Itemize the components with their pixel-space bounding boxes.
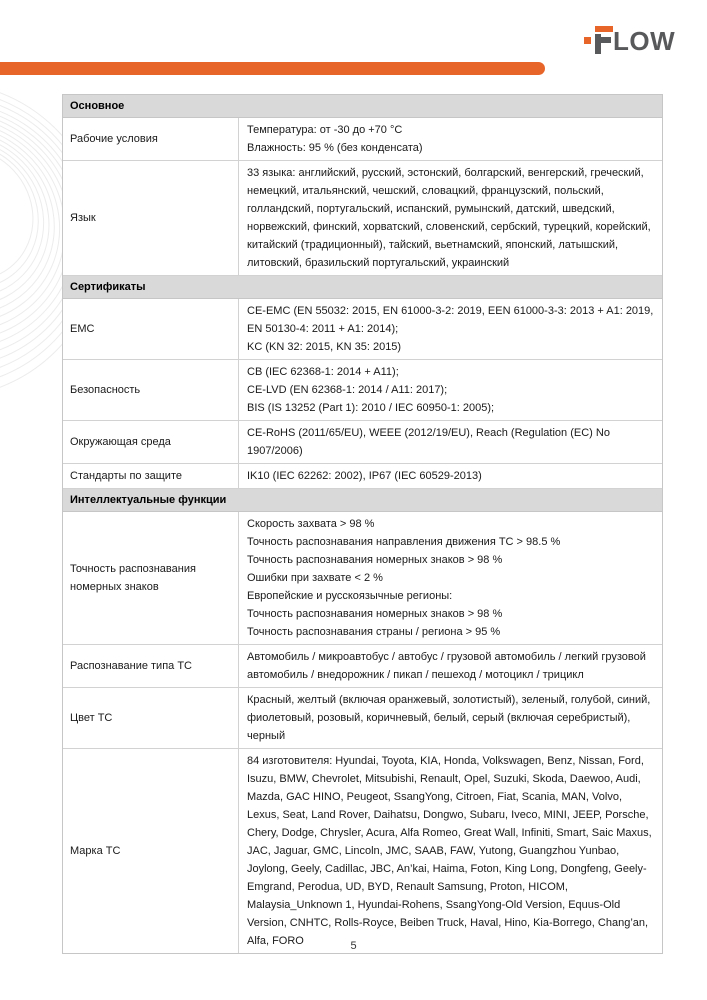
value-line: Температура: от -30 до +70 °C	[247, 124, 403, 136]
row-label: Точность распознавания номерных знаков	[63, 512, 239, 644]
row-label: Стандарты по защите	[63, 464, 239, 488]
table-row	[63, 464, 662, 489]
row-label: Марка ТС	[63, 749, 239, 953]
logo-f-top-bar	[595, 26, 613, 32]
row-value	[239, 512, 662, 644]
value-line: Точность распознавания страны / региона > 95 %	[247, 626, 501, 638]
value-line: KC (KN 32: 2015, KN 35: 2015)	[247, 341, 402, 353]
brand-logo	[584, 24, 694, 58]
table-row	[63, 118, 662, 161]
row-label: Цвет ТС	[63, 688, 239, 748]
spec-table	[62, 94, 663, 954]
logo-dot-icon	[584, 37, 591, 44]
page-number: 5	[350, 940, 357, 952]
row-value	[239, 161, 662, 275]
row-label: Окружающая среда	[63, 421, 239, 463]
value-line: CE-RoHS (2011/65/EU), WEEE (2012/19/EU), Reach (Regulation (EC) No 1907/2006)	[247, 427, 610, 457]
table-row	[63, 299, 662, 360]
value-line: Автомобиль / микроавтобус / автобус / грузовой автомобиль / легкий грузовой автомобиль / внедорожник / пикап / пешеход / мотоцикл / трицикл	[247, 651, 646, 681]
row-value	[239, 118, 662, 160]
value-line: CB (IEC 62368-1: 2014 + A11);	[247, 366, 399, 378]
value-line: 84 изготовителя: Hyundai, Toyota, KIA, Honda, Volkswagen, Benz, Nissan, Ford, Isuzu, BMW, Chevrolet, Mitsubishi, Renault, Opel, Suzuki, Skoda, Daewoo, Audi, Mazda, GAC HINO, Peugeot, SsangYong, Citroen, Fiat, Scania, MAN, Volvo, Lexus, Seat, Land Rover, Daihatsu, Dongwo, Subaru, Iveco, MINI, JEEP, Porsche, Chery, Dodge, Chrysler, Acura, Alfa Romeo, Great Wall, Infiniti, Smart, Saic Maxus, JAC, Jaguar, GMC, Lincoln, JMC, SAAB, FAW, Yutong, Guangzhou Yunbao, Joylong, Geely, Cadillac, JBC, An’kai, Haima, Foton, King Long, Dongfeng, Geely-Emgrand, Perodua, UD, BYD, Renault Samsung, Proton, HICOM, Malaysia_Unknown 1, Hyundai-Rohens, SsangYong-Old Version, Equus-Old Version, CNHTC, Rolls-Royce, Beiben Truck, Haval, Hino, Kia-Borrego, Chang’an, Alfa, FORO	[247, 755, 652, 947]
value-line: IK10 (IEC 62262: 2002), IP67 (IEC 60529-2013)	[247, 470, 482, 482]
row-value	[239, 421, 662, 463]
value-line: Точность распознавания номерных знаков > 98 %	[247, 608, 503, 620]
row-value	[239, 688, 662, 748]
value-line: Красный, желтый (включая оранжевый, золотистый), зеленый, голубой, синий, фиолетовый, розовый, коричневый, белый, серый (включая серебристый), черный	[247, 694, 651, 742]
row-value	[239, 299, 662, 359]
table-row	[63, 512, 662, 645]
row-label: Язык	[63, 161, 239, 275]
value-line: Европейские и русскоязычные регионы:	[247, 590, 453, 602]
table-row	[63, 688, 662, 749]
value-line: Точность распознавания номерных знаков > 98 %	[247, 554, 503, 566]
value-line: CE-LVD (EN 62368-1: 2014 / A11: 2017);	[247, 384, 448, 396]
row-value	[239, 749, 662, 953]
table-row	[63, 161, 662, 276]
row-label: Рабочие условия	[63, 118, 239, 160]
row-label: EMC	[63, 299, 239, 359]
value-line: BIS (IS 13252 (Part 1): 2010 / IEC 60950-1: 2005);	[247, 402, 495, 414]
table-row	[63, 360, 662, 421]
row-value	[239, 645, 662, 687]
table-row	[63, 421, 662, 464]
section-header-sertifikaty: Сертификаты	[63, 276, 662, 299]
table-row	[63, 645, 662, 688]
logo-text: LOW	[613, 26, 676, 56]
logo-f-mid-bar	[601, 37, 611, 43]
value-line: Скорость захвата > 98 %	[247, 518, 375, 530]
row-value	[239, 360, 662, 420]
value-line: CE-EMC (EN 55032: 2015, EN 61000-3-2: 2019, EEN 61000-3-3: 2013 + A1: 2019, EN 50130-4: 2011 + A1: 2014);	[247, 305, 654, 335]
value-line: Точность распознавания направления движения ТС > 98.5 %	[247, 536, 561, 548]
value-line: Влажность: 95 % (без конденсата)	[247, 142, 423, 154]
row-label: Распознавание типа ТС	[63, 645, 239, 687]
row-value	[239, 464, 662, 488]
value-line: Ошибки при захвате < 2 %	[247, 572, 383, 584]
section-header-intellektualnye-funkcii: Интеллектуальные функции	[63, 489, 662, 512]
row-label: Безопасность	[63, 360, 239, 420]
table-row	[63, 749, 662, 953]
section-header-osnovnoe: Основное	[63, 95, 662, 118]
value-line: 33 языка: английский, русский, эстонский, болгарский, венгерский, греческий, немецкий, итальянский, чешский, словацкий, французский, польский, голландский, португальский, испанский, румынский, датский, шведский, норвежский, финский, хорватский, словенский, сербский, турецкий, корейский, китайский (традиционный), тайский, вьетнамский, японский, латышский, литовский, бразильский португальский, украинский	[247, 167, 651, 269]
